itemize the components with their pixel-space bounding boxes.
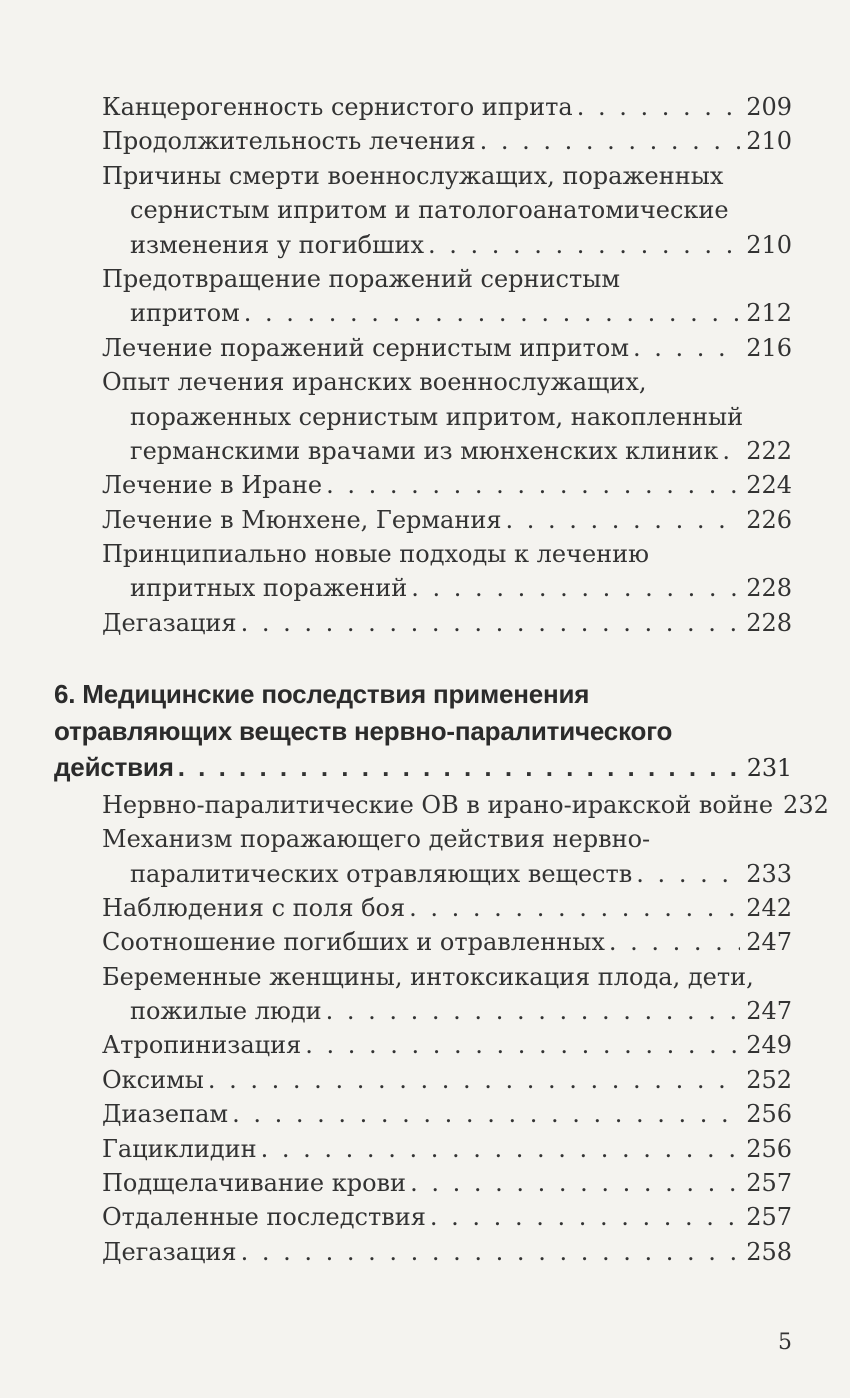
toc-page-number: 256 [746,1100,792,1129]
toc-page-number: 257 [746,1169,792,1198]
toc-page-number: 210 [746,230,792,259]
toc-entry [102,1200,792,1234]
toc-entry-line [102,193,792,227]
toc-entry [102,365,792,468]
toc-entry-title: Лечение в Мюнхене, Германия [102,505,502,534]
toc-entry-title: изменения у погибших [130,230,424,259]
toc-entry [102,960,792,1029]
toc-page-number: 233 [746,859,792,888]
toc-entry-title: Канцерогенность сернистого иприта [102,93,573,121]
toc-page-number: 247 [746,997,792,1026]
toc-entry-line [102,1097,792,1131]
toc-entry [102,788,829,822]
dot-leader [326,468,740,502]
dot-leader [430,1200,740,1234]
toc-entry [102,1028,792,1062]
toc-entry [102,925,792,959]
toc-entry [102,1063,792,1097]
dot-leader [480,124,741,158]
toc-page-number: 232 [783,790,829,819]
toc-entry-title: Подщелачивание крови [102,1169,407,1198]
toc-entry-title: паралитических отравляющих веществ [130,859,633,888]
toc-entry-title: Диазепам [102,1100,229,1129]
toc-entry-title: отравляющих веществ нервно-паралитического [54,715,673,746]
toc-entry-title: Атропинизация [102,1031,302,1060]
toc-entry-title: ипритных поражений [130,574,408,603]
toc-entry-line [54,749,792,786]
toc-entry-title: Оксимы [102,1065,204,1094]
toc-entry-title: Гациклидин [102,1134,257,1163]
toc-entry-title: действия [54,752,174,783]
toc-entry [102,90,792,124]
toc-entry-line [102,365,792,399]
toc-entry-line [102,296,792,330]
toc-entry-title: Лечение в Иране [102,471,323,500]
toc-entry-line [102,124,792,158]
toc-entry-line [102,228,792,262]
toc-entry-title: пораженных сернистым ипритом, накопленный [130,402,744,431]
toc-page-number: 242 [746,893,792,922]
toc-entry-title: Соотношение погибших и отравленных [102,928,605,957]
toc-entry-line [102,503,792,537]
toc-entry [102,503,792,537]
toc-entry-title: Предотвращение поражений сернистым [102,264,621,293]
toc-page-number: 216 [746,333,792,362]
toc-entry-title: Опыт лечения иранских военнослужащих, [102,368,647,397]
toc-page-number: 256 [746,1134,792,1163]
toc-entry-title: Отдаленные последствия [102,1203,426,1232]
toc-page-number: 247 [746,928,792,957]
toc-entry-line [102,571,792,605]
toc-entry-line [102,159,792,193]
toc-entry-title: германскими врачами из мюнхенских клиник [130,436,719,465]
toc-entry-line [102,891,792,925]
dot-leader [241,606,741,640]
toc-entry-line [102,331,792,365]
toc-entry-line [102,857,792,891]
toc-section-b [54,788,829,1269]
toc-entry [102,468,792,502]
toc-entry-title: Причины смерти военнослужащих, пораженных [102,161,724,190]
dot-leader [428,228,740,262]
toc-entry [102,1166,792,1200]
dot-leader [636,857,740,891]
dot-leader [208,1063,740,1097]
toc-entry-title: 6. Медицинские последствия применения [54,679,590,710]
toc-page-number: 228 [746,574,792,603]
dot-leader [241,1235,741,1269]
dot-leader [633,331,740,365]
toc-page-number: 212 [746,299,792,328]
toc-entry [102,891,792,925]
toc-page-number: 228 [746,608,792,637]
toc-entry-title: Лечение поражений сернистым ипритом [102,333,630,362]
toc-entry-line [102,960,792,994]
toc-entry-title: Механизм поражающего действия нервно- [102,825,651,854]
toc-page-number: 252 [746,1065,792,1094]
dot-leader [232,1097,740,1131]
toc-page-number: 222 [746,436,792,465]
chapter-heading [54,676,792,786]
table-of-contents [54,90,829,1269]
toc-entry-line [102,925,792,959]
dot-leader [178,749,741,786]
dot-leader [722,434,740,468]
toc-entry-line [54,713,792,750]
dot-leader [506,503,741,537]
toc-page-number: 209 [746,93,792,121]
toc-section-a [54,90,792,640]
toc-page-number: 226 [746,505,792,534]
toc-entry-line [102,1235,792,1269]
toc-entry [102,159,792,262]
toc-entry-line [102,822,792,856]
toc-entry [102,822,792,891]
toc-page-number: 249 [746,1031,792,1060]
toc-entry-line [102,606,792,640]
toc-entry-title: Принципиально новые подходы к лечению [102,540,650,569]
toc-page-number: 224 [746,471,792,500]
toc-entry-line [102,262,792,296]
toc-entry [102,1235,792,1269]
toc-entry [102,124,792,158]
toc-entry [102,537,792,606]
toc-entry-title: Беременные женщины, интоксикация плода, дети, [102,962,754,991]
toc-entry [102,331,792,365]
toc-entry [102,606,792,640]
toc-entry-line [102,1200,792,1234]
toc-entry [102,262,792,331]
toc-entry-line [102,1132,792,1166]
toc-page-number: 258 [746,1237,792,1266]
toc-entry-line [102,90,792,124]
toc-entry-line [102,468,792,502]
toc-entry-title: Продолжительность лечения [102,127,476,156]
toc-entry-title: Дегазация [102,1237,237,1266]
toc-entry-line [102,1028,792,1062]
toc-entry-line [102,1166,792,1200]
toc-entry-title: Наблюдения с поля боя [102,893,406,922]
dot-leader [609,925,740,959]
toc-entry-title: Дегазация [102,608,237,637]
toc-entry-title: пожилые люди [130,997,322,1026]
dot-leader [411,571,740,605]
toc-entry-title: Нервно-паралитические ОВ в ирано-иракской войне [102,790,774,819]
dot-leader [410,1166,740,1200]
toc-entry [102,1132,792,1166]
toc-page-number: 257 [746,1203,792,1232]
toc-entry-line [102,537,792,571]
toc-entry-line [102,400,792,434]
toc-page-number: 210 [746,127,792,156]
toc-entry-line [102,434,792,468]
dot-leader [577,90,740,124]
toc-entry-title: сернистым ипритом и патологоанатомические [130,196,729,225]
toc-page-number: 231 [746,754,792,783]
dot-leader [326,994,741,1028]
toc-entry-title: ипритом [130,299,240,328]
toc-entry-line [102,1063,792,1097]
dot-leader [305,1028,740,1062]
toc-entry-line [102,788,829,822]
dot-leader [409,891,740,925]
toc-entry [102,1097,792,1131]
toc-entry-line [54,676,792,713]
page-number: 5 [778,1330,792,1355]
dot-leader [261,1132,741,1166]
dot-leader [244,296,740,330]
toc-entry-line [102,994,792,1028]
